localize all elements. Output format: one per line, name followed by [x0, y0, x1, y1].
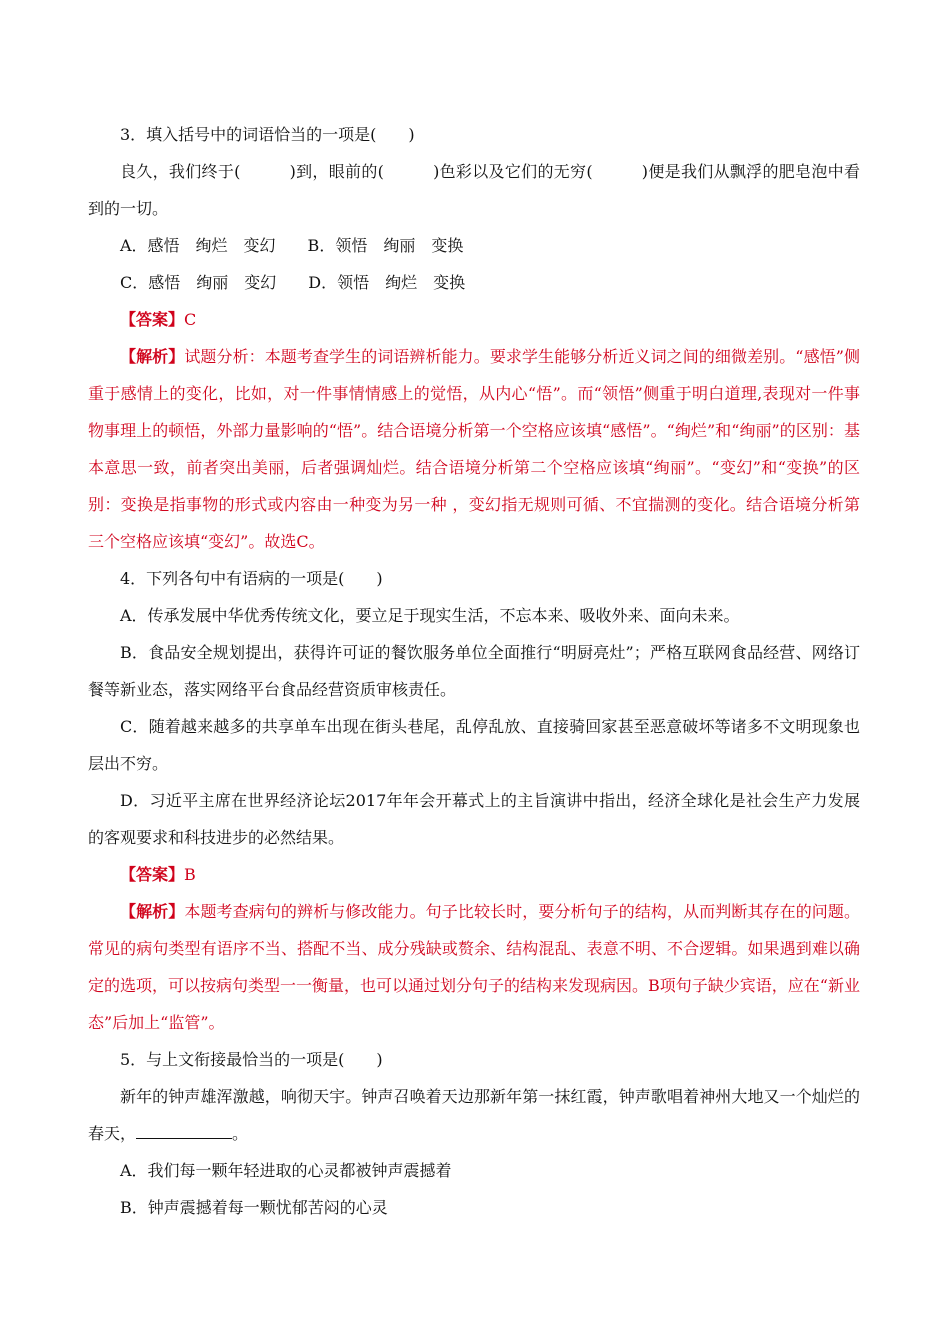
analysis-tag: 【解析】	[120, 347, 185, 366]
question-4-option-a: A．传承发展中华优秀传统文化，要立足于现实生活，不忘本来、吸收外来、面向未来。	[120, 606, 740, 625]
passage-end: 。	[232, 1124, 249, 1143]
analysis-tag: 【解析】	[120, 902, 185, 921]
answer-tag: 【答案】	[120, 865, 185, 884]
question-5-option-b: B．钟声震撼着每一颗忧郁苦闷的心灵	[120, 1198, 388, 1217]
answer-value: B	[184, 865, 196, 884]
question-3-answer	[88, 301, 860, 338]
passage-text: 新年的钟声雄浑激越，响彻天宇。钟声召唤着天边那新年第一抹红霞，钟声歌唱着神州大地又一个灿烂的春天，	[88, 1087, 860, 1143]
question-4-option-b: B．食品安全规划提出，获得许可证的餐饮服务单位全面推行“明厨亮灶”；严格互联网食品经营、网络订餐等新业态，落实网络平台食品经营资质审核责任。	[88, 643, 860, 699]
fill-blank	[136, 1120, 232, 1139]
question-5-stem: 5．与上文衔接最恰当的一项是( )	[120, 1050, 383, 1069]
question-4-option-c: C．随着越来越多的共享单车出现在街头巷尾，乱停乱放、直接骑回家甚至恶意破坏等诸多不文明现象也层出不穷。	[88, 717, 860, 773]
question-3-options-row-2: C．感悟 绚丽 变幻 D．领悟 绚烂 变换	[120, 273, 466, 292]
question-5-option-a: A．我们每一颗年轻进取的心灵都被钟声震撼着	[120, 1161, 452, 1180]
document-content	[88, 116, 860, 1226]
question-4-stem: 4．下列各句中有语病的一项是( )	[120, 569, 383, 588]
analysis-text: 本题考查病句的辨析与修改能力。句子比较长时，要分析句子的结构，从而判断其存在的问题。常见的病句类型有语序不当、搭配不当、成分残缺或赘余、结构混乱、表意不明、不合逻辑。如果遇到难以确定的选项，可以按病句类型一一衡量，也可以通过划分句子的结构来发现病因。B项句子缺少宾语，应在“新业态”后加上“监管”。	[88, 902, 860, 1032]
analysis-text: 试题分析：本题考查学生的词语辨析能力。要求学生能够分析近义词之间的细微差别。“感悟”侧重于感情上的变化，比如，对一件事情情感上的觉悟，从内心“悟”。而“领悟”侧重于明白道理,表现对一件事物事理上的顿悟，外部力量影响的“悟”。结合语境分析第一个空格应该填“感悟”。“绚烂”和“绚丽”的区别：基本意思一致，前者突出美丽，后者强调灿烂。结合语境分析第二个空格应该填“绚丽”。“变幻”和“变换”的区别：变换是指事物的形式或内容由一种变为另一种 ，变幻指无规则可循、不宜揣测的变化。结合语境分析第三个空格应该填“变幻”。故选C。	[88, 347, 860, 551]
question-4-option-d: D．习近平主席在世界经济论坛2017年年会开幕式上的主旨演讲中指出，经济全球化是社会生产力发展的客观要求和科技进步的必然结果。	[88, 791, 860, 847]
question-3-options-row-1: A．感悟 绚烂 变幻 B．领悟 绚丽 变换	[120, 236, 464, 255]
question-3-analysis	[88, 338, 860, 560]
question-5-passage	[88, 1078, 860, 1152]
answer-tag: 【答案】	[120, 310, 185, 329]
answer-value: C	[184, 310, 197, 329]
question-3-stem: 3．填入括号中的词语恰当的一项是( )	[120, 125, 415, 144]
question-4-answer	[88, 856, 860, 893]
question-3-passage: 良久，我们终于( )到，眼前的( )色彩以及它们的无穷( )便是我们从飘浮的肥皂泡中看到的一切。	[88, 162, 860, 218]
question-4-analysis	[88, 893, 860, 1041]
